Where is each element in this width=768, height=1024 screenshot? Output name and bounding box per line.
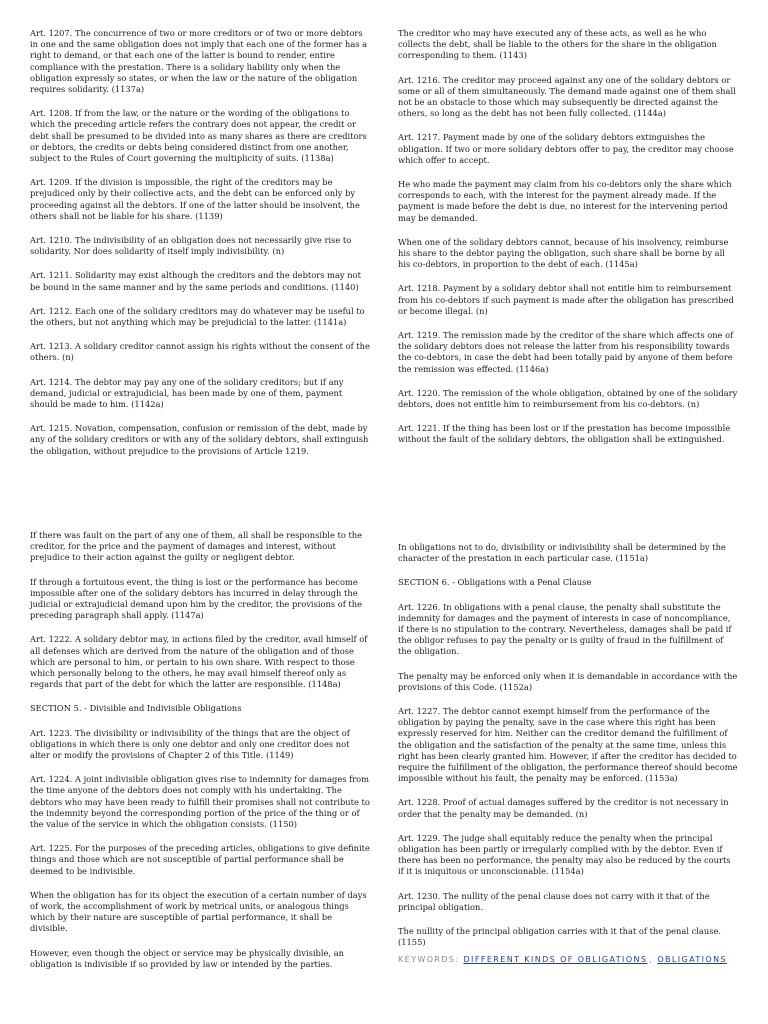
keywords-label: KEYWORDS: [398,955,460,965]
paragraph: However, even though the object or service may be physically divisible, an obligation is indivisible if so provided by law or intended by the parties. [30,947,344,969]
paragraph: Art. 1209. If the division is impossible, the right of the creditors may be prejudiced only by their collective acts, and the debt can be enforced only by proceeding against all the debtors. If one of the latter should be insolvent, the others shall not be liable for his share. (1139) [30,177,360,221]
paragraph: In obligations not to do, divisibility or indivisibility shall be determined by the character of the prestation in each particular case. (1151a) [398,542,726,564]
paragraph: Art. 1225. For the purposes of the preceding articles, obligations to give definite things and those which are not susceptible of partial performance shall be deemed to be indivisible. [30,843,370,876]
paragraph: Art. 1207. The concurrence of two or more creditors or of two or more debtors in one and the same obligation does not imply that each one of the former has a right to demand, or that each one of the latter is bound to render, entire compliance with the prestation. There is a solidary liability only when the obligation expressly so states, or when the law or the nature of the obligation requires solidarity. (1137a) [30,28,368,95]
paragraph: Art. 1213. A solidary creditor cannot assign his rights without the consent of the others. (n) [30,341,370,363]
paragraph: Art. 1228. Proof of actual damages suffered by the creditor is not necessary in order that the penalty may be demanded. (n) [398,797,729,819]
keyword-link-obligations[interactable]: OBLIGATIONS [657,955,727,965]
paragraph: Art. 1220. The remission of the whole obligation, obtained by one of the solidary debtors, does not entitle him to reimbursement from his co-debtors. (n) [398,387,738,410]
paragraph: Art. 1208. If from the law, or the nature or the wording of the obligations to which the preceding article refers the contrary does not appear, the credit or debt shall be presumed to be divided into as many shares as there are creditors or debtors, the credits or debts being considered distinct from one another, subject to the Rules of Court governing the multiplicity of suits. (1138a) [30,108,367,164]
paragraph: If there was fault on the part of any one of them, all shall be responsible to the creditor, for the price and the payment of damages and interest, without prejudice to their action against the guilty or negligent debtor. [30,530,363,563]
paragraph: Art. 1212. Each one of the solidary creditors may do whatever may be useful to the others, but not anything which may be prejudicial to the latter. (1141a) [30,305,365,328]
text-column-right [398,542,738,964]
paragraph: Art. 1211. Solidarity may exist although the creditors and the debtors may not be bound in the same manner and by the same periods and conditions. (1140) [30,270,361,292]
paragraph: Art. 1218. Payment by a solidary debtor shall not entitle him to reimbursement from his co-debtors if such payment is made after the obligation has prescribed or become illegal. (n) [398,283,734,316]
paragraph: Art. 1221. If the thing has been lost or if the prestation has become impossible without the fault of the solidary debtors, the obligation shall be extinguished. [398,423,731,445]
paragraph: If through a fortuitous event, the thing is lost or the performance has become impossible after one of the solidary debtors has incurred in delay through the judicial or extrajudicial demand upon him by the creditor, the provisions of the preceding paragraph shall apply. (1147a) [30,576,363,621]
paragraph: Art. 1216. The creditor may proceed against any one of the solidary debtors or some or all of them simultaneously. The demand made against one of them shall not be an obstacle to those which may subsequently be directed against the others, so long as the debt has not been fully collected. (1144a) [398,74,736,119]
paragraph: Art. 1229. The judge shall equitably reduce the penalty when the principal obligation has been partly or irregularly complied with by the debtor. Even if there has been no performance, the penalty may also be reduced by the courts if it is iniquitous or unconscionable. (1154a) [398,832,731,877]
paragraph: Art. 1217. Payment made by one of the solidary debtors extinguishes the obligation. If two or more solidary debtors offer to pay, the creditor may choose which offer to accept. [398,132,734,165]
text-column-left [30,28,370,470]
keyword-link-different-kinds[interactable]: DIFFERENT KINDS OF OBLIGATIONS [463,955,648,965]
keywords-bar [398,955,738,964]
paragraph: Art. 1230. The nullity of the penal clause does not carry with it that of the principal obligation. [398,890,710,912]
document-page-upper [0,0,768,500]
paragraph: When the obligation has for its object the execution of a certain number of days of work, the accomplishment of work by metrical units, or analogous things which by their nature are susceptible of partial performance, it shall be divisible. [30,889,367,934]
paragraph: The nullity of the principal obligation carries with it that of the penal clause. (1155) [398,926,722,948]
paragraph: The creditor who may have executed any of these acts, as well as he who collects the debt, shall be liable to the others for the share in the obligation corresponding to them. (1143) [398,28,717,61]
paragraph: Art. 1223. The divisibility or indivisibility of the things that are the object of obligations in which there is only one debtor and only one creditor does not alter or modify the provisions of Chapter 2 of this Title. (1149) [30,727,350,761]
document-page-lower [0,520,768,1000]
paragraph: Art. 1219. The remission made by the creditor of the share which affects one of the solidary debtors does not release the latter from his responsibility towards the co-debtors, in case the debt had been totally paid by anyone of them before the remission was effected. (1146a) [398,330,734,374]
text-column-right [398,28,738,459]
paragraph: Art. 1210. The indivisibility of an obligation does not necessarily give rise to solidarity. Nor does solidarity of itself imply indivisibility. (n) [30,235,352,257]
paragraph: The penalty may be enforced only when it is demandable in accordance with the provisions of this Code. (1152a) [398,670,738,692]
text-column-left [30,530,370,983]
paragraph: Art. 1214. The debtor may pay any one of the solidary creditors; but if any demand, judicial or extrajudicial, has been made by one of them, payment should be made to him. (1142a) [30,376,344,410]
keyword-separator: , [649,955,654,965]
paragraph: Art. 1227. The debtor cannot exempt himself from the performance of the obligation by paying the penalty, save in the case where this right has been expressly reserved for him. Neither can the creditor demand the fulfillment of the obligation and the satisfaction of the penalty at the same time, unless this right has been clearly granted him. However, if after the creditor has decided to require the fulfillment of the obligation, the performance thereof should become impossible without his fault, the penalty may be enforced. (1153a) [398,706,738,784]
paragraph: Art. 1222. A solidary debtor may, in actions filed by the creditor, avail himself of all defenses which are derived from the nature of the obligation and of those which are personal to him, or pertain to his own share. With respect to those which personally belong to the others, he may avail himself thereof only as regards that part of the debt for which the latter are responsible. (1148a) [30,634,368,690]
section-heading: SECTION 5. - Divisible and Indivisible Obligations [30,703,242,714]
paragraph: Art. 1226. In obligations with a penal clause, the penalty shall substitute the indemnity for damages and the payment of interests in case of noncompliance, if there is no stipulation to the contrary. Nevertheless, damages shall be paid if the obligor refuses to pay the penalty or is guilty of fraud in the fulfillment of the obligation. [398,601,732,657]
paragraph: Art. 1224. A joint indivisible obligation gives rise to indemnity for damages from the time anyone of the debtors does not comply with his undertaking. The debtors who may have been ready to fulfill their promises shall not contribute to the indemnity beyond the corresponding portion of the price of the thing or of the value of the service in which the obligation consists. (1150) [30,774,370,830]
paragraph: He who made the payment may claim from his co-debtors only the share which corresponds to each, with the interest for the payment already made. If the payment is made before the debt is due, no interest for the intervening period may be demanded. [398,179,732,223]
section-heading: SECTION 6. - Obligations with a Penal Clause [398,577,592,588]
paragraph: Art. 1215. Novation, compensation, confusion or remission of the debt, made by any of the solidary creditors or with any of the solidary debtors, shall extinguish the obligation, without prejudice to the provisions of Article 1219. [30,423,369,456]
paragraph: When one of the solidary debtors cannot, because of his insolvency, reimburse his share to the debtor paying the obligation, such share shall be borne by all his co-debtors, in proportion to the debt of each. (1145a) [398,236,729,270]
